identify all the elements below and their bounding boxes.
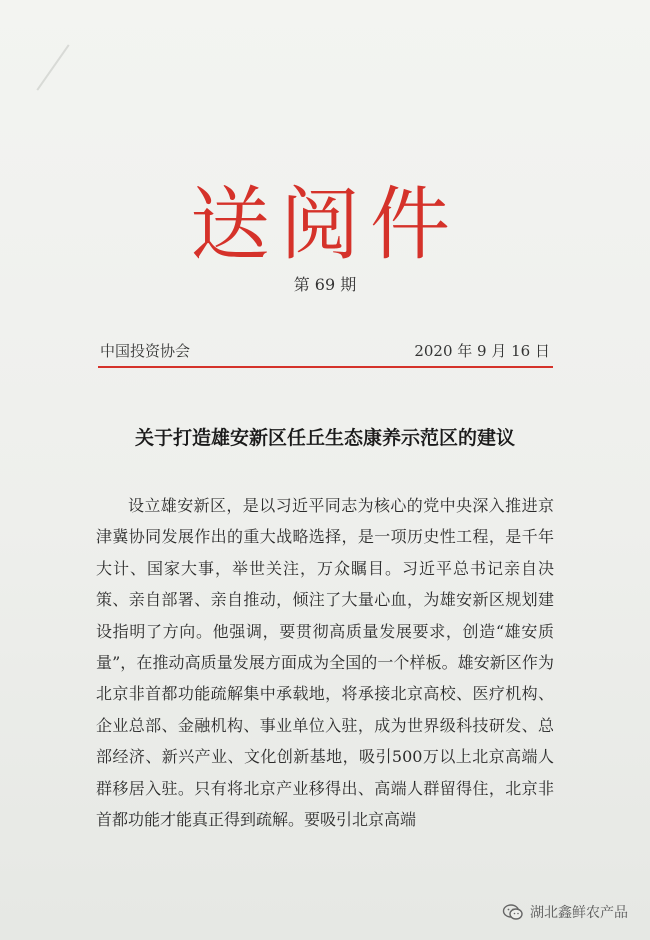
meta-row <box>100 340 550 361</box>
red-divider <box>98 366 553 368</box>
watermark-text: 湖北鑫鲜农产品 <box>530 905 628 921</box>
issue-date: 2020 年 9 月 16 日 <box>414 342 550 360</box>
body-paragraph: 设立雄安新区，是以习近平同志为核心的党中央深入推进京津冀协同发展作出的重大战略选择，是一项历史性工程，是千年大计、国家大事，举世关注，万众瞩目。习近平总书记亲自决策、亲自部署、亲自推动，倾注了大量心血，为雄安新区规划建设指明了方向。他强调，要贯彻高质量发展要求，创造“雄安质量”，在推动高质量发展方面成为全国的一个样板。雄安新区作为北京非首都功能疏解集中承载地，将承接北京高校、医疗机构、企业总部、金融机构、事业单位入驻，成为世界级科技研发、总部经济、新兴产业、文化创新基地，吸引500万以上北京高端人群移居入驻。只有将北京产业移得出、高端人群留得住，北京非首都功能才能真正得到疏解。要吸引北京高端 <box>96 496 554 830</box>
document-title: 送阅件 <box>190 178 460 271</box>
issue-number: 第 69 期 <box>293 275 357 294</box>
wechat-watermark <box>502 902 628 922</box>
paper-crease <box>36 44 69 90</box>
article-heading: 关于打造雄安新区任丘生态康养示范区的建议 <box>134 427 515 449</box>
organization-name: 中国投资协会 <box>100 342 191 360</box>
wechat-icon <box>502 903 524 921</box>
article-body <box>96 490 554 835</box>
